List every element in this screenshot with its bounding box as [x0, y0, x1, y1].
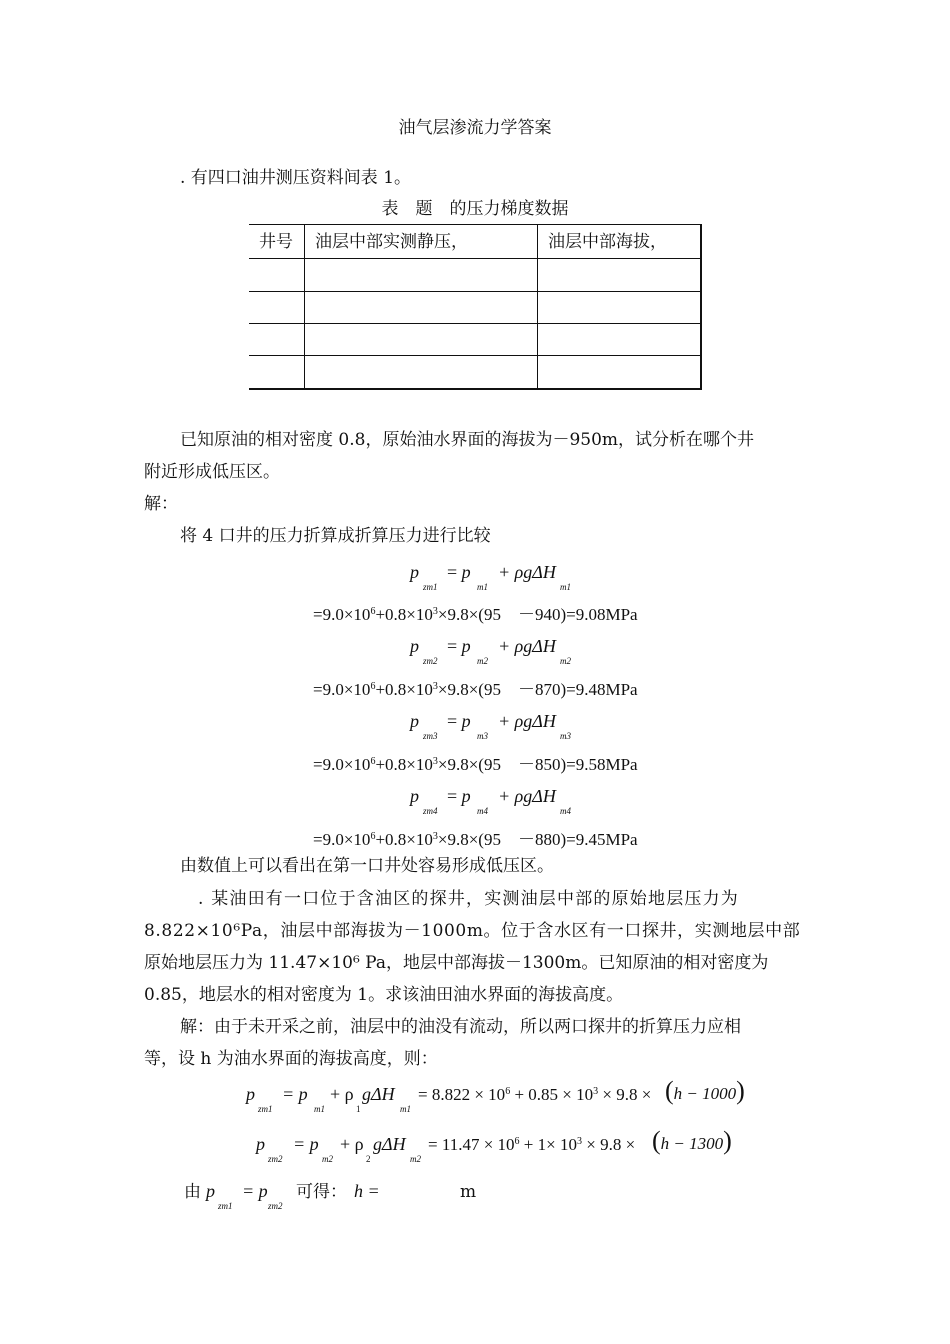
table-header-elevation: 油层中部海拔， — [548, 232, 667, 252]
equation-1-p: = p — [282, 1084, 308, 1104]
equation-2-sub: zm2 — [268, 1154, 283, 1164]
formula-4: p — [410, 786, 419, 806]
question-1-intro: . 有四口油井测压资料间表 1。 — [180, 168, 412, 188]
formula-3-sub: m3 — [560, 731, 571, 741]
equation-1-sub: m1 — [400, 1104, 411, 1114]
formula-2-rhs: + ρgΔH — [498, 636, 556, 656]
formula-2-sub: m2 — [477, 656, 488, 666]
table-caption: 表 题 的压力梯度数据 — [381, 199, 569, 219]
table-rule — [249, 388, 702, 390]
equation-2: p — [256, 1134, 265, 1154]
equation-2-paren: (h − 1300) — [652, 1126, 732, 1155]
formula-3-sub: zm3 — [423, 731, 438, 741]
formula-3-sub: m3 — [477, 731, 488, 741]
final-h: h = — [354, 1181, 380, 1201]
question-2-text: 原始地层压力为 11.47×10⁶ Pa，地层中部海拔－1300m。已知原油的相对密度为 — [144, 953, 769, 973]
equation-1: p — [246, 1084, 255, 1104]
final-unit: m — [460, 1182, 477, 1202]
formula-3: p — [410, 711, 419, 731]
table-rule — [249, 291, 702, 292]
table-col-divider — [304, 224, 305, 390]
formula-2-sub: zm2 — [423, 656, 438, 666]
final-eq: = p — [242, 1181, 268, 1201]
solution-2-text: 等，设 h 为油水界面的海拔高度，则： — [144, 1049, 438, 1069]
formula-1-eq: = p — [447, 562, 471, 582]
formula-2-eq: = p — [447, 636, 471, 656]
final-sub: zm2 — [268, 1201, 283, 1211]
final-mid: 可得： — [296, 1182, 347, 1202]
equation-2-p: = p — [293, 1134, 319, 1154]
formula-4-sub: m4 — [477, 806, 488, 816]
question-2-text: 8.822×10⁶Pa，油层中部海拔为－1000m。位于含水区有一口探井，实测地层中部 — [144, 921, 801, 941]
formula-1-rhs: + ρgΔH — [498, 562, 556, 582]
final-prefix: 由 — [184, 1182, 201, 1202]
table-rule — [249, 323, 702, 324]
equation-1-rho: + ρ — [330, 1084, 354, 1104]
table-header-static-pressure: 油层中部实测静压， — [315, 232, 468, 252]
final-p1: p — [206, 1181, 215, 1201]
page-title: 油气层渗流力学答案 — [398, 118, 552, 138]
equation-2-value: = $11.47 \times 10^6 + 1\times 10^3 \times 9.8$ × — [428, 1135, 636, 1154]
formula-4-rhs: + ρgΔH — [498, 786, 556, 806]
formula-3-rhs: + ρgΔH — [498, 711, 556, 731]
table-rule — [249, 258, 702, 259]
table-header-well-no: 井号 — [259, 232, 293, 252]
table-rule — [249, 355, 702, 356]
question-1-text: 已知原油的相对密度 0.8，原始油水界面的海拔为－950m，试分析在哪个井 — [180, 430, 755, 450]
formula-2: p — [410, 636, 419, 656]
equation-1-sub: m1 — [314, 1104, 325, 1114]
equation-2-sub: m2 — [322, 1154, 333, 1164]
formula-3-eq: = p — [447, 711, 471, 731]
question-2-text: . 某油田有一口位于含油区的探井，实测油层中部的原始地层压力为 — [198, 889, 740, 909]
equation-1-value: = $8.822 \times 10^6 + 0.85 \times 10^3 \times 9.8$ × — [418, 1085, 652, 1104]
pressure-data-table — [249, 224, 702, 390]
solution-label: 解： — [144, 494, 178, 514]
formula-1: p — [410, 562, 419, 582]
equation-1-sub: 1 — [356, 1104, 361, 1114]
calculation-3: $=9.0\times 10^6+0.8\times 10^3\times 9.8\times(95$ －850)=9.58MPa — [313, 755, 638, 774]
equation-2-sub: m2 — [410, 1154, 421, 1164]
formula-2-sub: m2 — [560, 656, 571, 666]
formula-1-sub: zm1 — [423, 582, 438, 592]
equation-2-sub: 2 — [366, 1154, 371, 1164]
solution-2-text: 解：由于未开采之前，油层中的油没有流动，所以两口探井的折算压力应相 — [180, 1017, 741, 1037]
calculation-4: $=9.0\times 10^6+0.8\times 10^3\times 9.8\times(95$ －880)=9.45MPa — [313, 830, 638, 849]
formula-4-eq: = p — [447, 786, 471, 806]
table-rule — [249, 224, 702, 225]
solution-intro: 将 4 口井的压力折算成折算压力进行比较 — [180, 526, 491, 546]
table-col-divider — [537, 224, 538, 390]
final-sub: zm1 — [218, 1201, 233, 1211]
question-1-conclusion: 由数值上可以看出在第一口井处容易形成低压区。 — [180, 856, 554, 876]
equation-1-paren: (h − 1000) — [665, 1076, 745, 1105]
formula-1-sub: m1 — [477, 582, 488, 592]
equation-2-rho: + ρ — [340, 1134, 364, 1154]
question-2-text: 0.85，地层水的相对密度为 1。求该油田油水界面的海拔高度。 — [144, 985, 624, 1005]
formula-4-sub: zm4 — [423, 806, 438, 816]
table-col-divider — [700, 224, 702, 390]
formula-1-sub: m1 — [560, 582, 571, 592]
calculation-1: $=9.0\times 10^6+0.8\times 10^3\times 9.8\times(95$ －940)=9.08MPa — [313, 605, 638, 624]
equation-1-sub: zm1 — [258, 1104, 273, 1114]
formula-4-sub: m4 — [560, 806, 571, 816]
calculation-2: $=9.0\times 10^6+0.8\times 10^3\times 9.8\times(95$ －870)=9.48MPa — [313, 680, 638, 699]
equation-1-gdh: gΔH — [362, 1084, 395, 1104]
equation-2-gdh: gΔH — [373, 1134, 406, 1154]
question-1-text: 附近形成低压区。 — [144, 462, 280, 482]
